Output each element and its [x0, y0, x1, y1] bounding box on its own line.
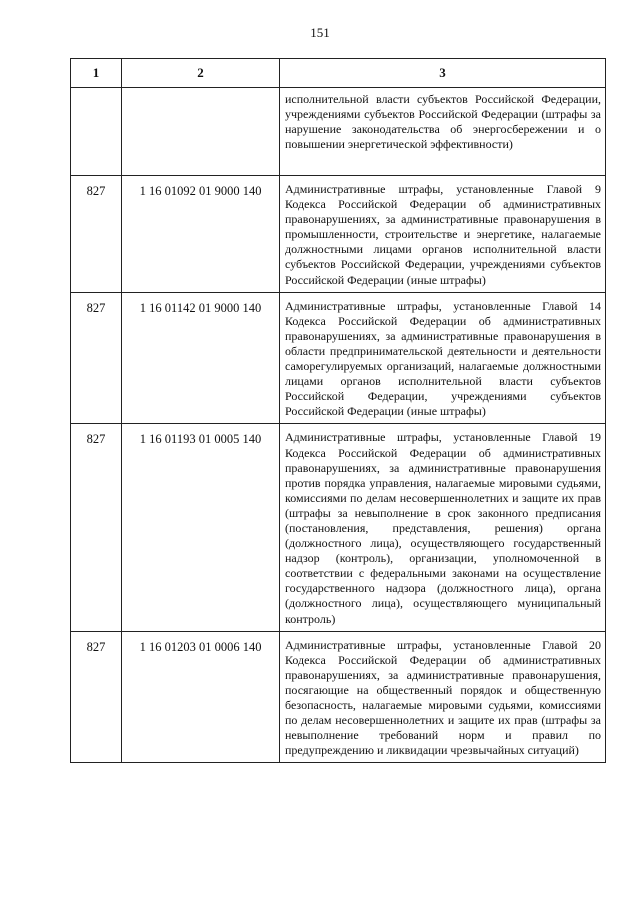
row-classification-code [122, 88, 280, 176]
page-number: 151 [310, 25, 330, 40]
row-description: Административные штрафы, установленные Главой 19 Кодекса Российской Федерации об административных правонарушениях, за административные правонарушения против порядка управления, налагаемые мировыми судьями, комиссиями по делам несовершеннолетних и защите их прав (штрафы за невыполнение в срок законного предписания (постановления, представления, решения) органа (должностного лица), осуществляющего государственный надзор (контроль), организации, уполномоченной в соответствии с федеральными законами на осуществление государственного надзора (должностного лица), органа (должностного лица), осуществляющего муниципальный контроль) [280, 424, 606, 631]
row-admin-code: 827 [71, 176, 122, 293]
row-admin-code [71, 88, 122, 176]
row-admin-code: 827 [71, 424, 122, 631]
row-admin-code: 827 [71, 631, 122, 763]
table-header-row [71, 59, 606, 88]
row-description: исполнительной власти субъектов Российской Федерации, учреждениями субъектов Российской Федерации (штрафы за нарушение законодательства об энергосбережении и о повышении энергетической эффективности) [280, 88, 606, 176]
table-row [71, 88, 606, 176]
row-description: Административные штрафы, установленные Главой 9 Кодекса Российской Федерации об административных правонарушениях, за административные правонарушения в промышленности, строительстве и энергетике, налагаемые должностными лицами органов исполнительной власти субъектов Российской Федерации, учреждениями субъектов Российской Федерации (иные штрафы) [280, 176, 606, 293]
table-row [71, 631, 606, 763]
row-classification-code: 1 16 01092 01 9000 140 [122, 176, 280, 293]
fines-table [70, 58, 606, 763]
table-row [71, 176, 606, 293]
column-header-1: 1 [71, 59, 122, 88]
row-classification-code: 1 16 01203 01 0006 140 [122, 631, 280, 763]
row-classification-code: 1 16 01142 01 9000 140 [122, 292, 280, 424]
row-description: Административные штрафы, установленные Главой 20 Кодекса Российской Федерации об административных правонарушениях, за административные правонарушения, посягающие на общественный порядок и общественную безопасность, налагаемые мировыми судьями, комиссиями по делам несовершеннолетних и защите их прав (штрафы за невыполнение требований норм и правил по предупреждению и ликвидации чрезвычайных ситуаций) [280, 631, 606, 763]
column-header-3: 3 [280, 59, 606, 88]
row-admin-code: 827 [71, 292, 122, 424]
row-classification-code: 1 16 01193 01 0005 140 [122, 424, 280, 631]
table-row [71, 424, 606, 631]
row-description: Административные штрафы, установленные Главой 14 Кодекса Российской Федерации об административных правонарушениях, за административные правонарушения в области предпринимательской деятельности и деятельности саморегулируемых организаций, налагаемые должностными лицами органов исполнительной власти субъектов Российской Федерации, учреждениями субъектов Российской Федерации (иные штрафы) [280, 292, 606, 424]
column-header-2: 2 [122, 59, 280, 88]
table-row [71, 292, 606, 424]
